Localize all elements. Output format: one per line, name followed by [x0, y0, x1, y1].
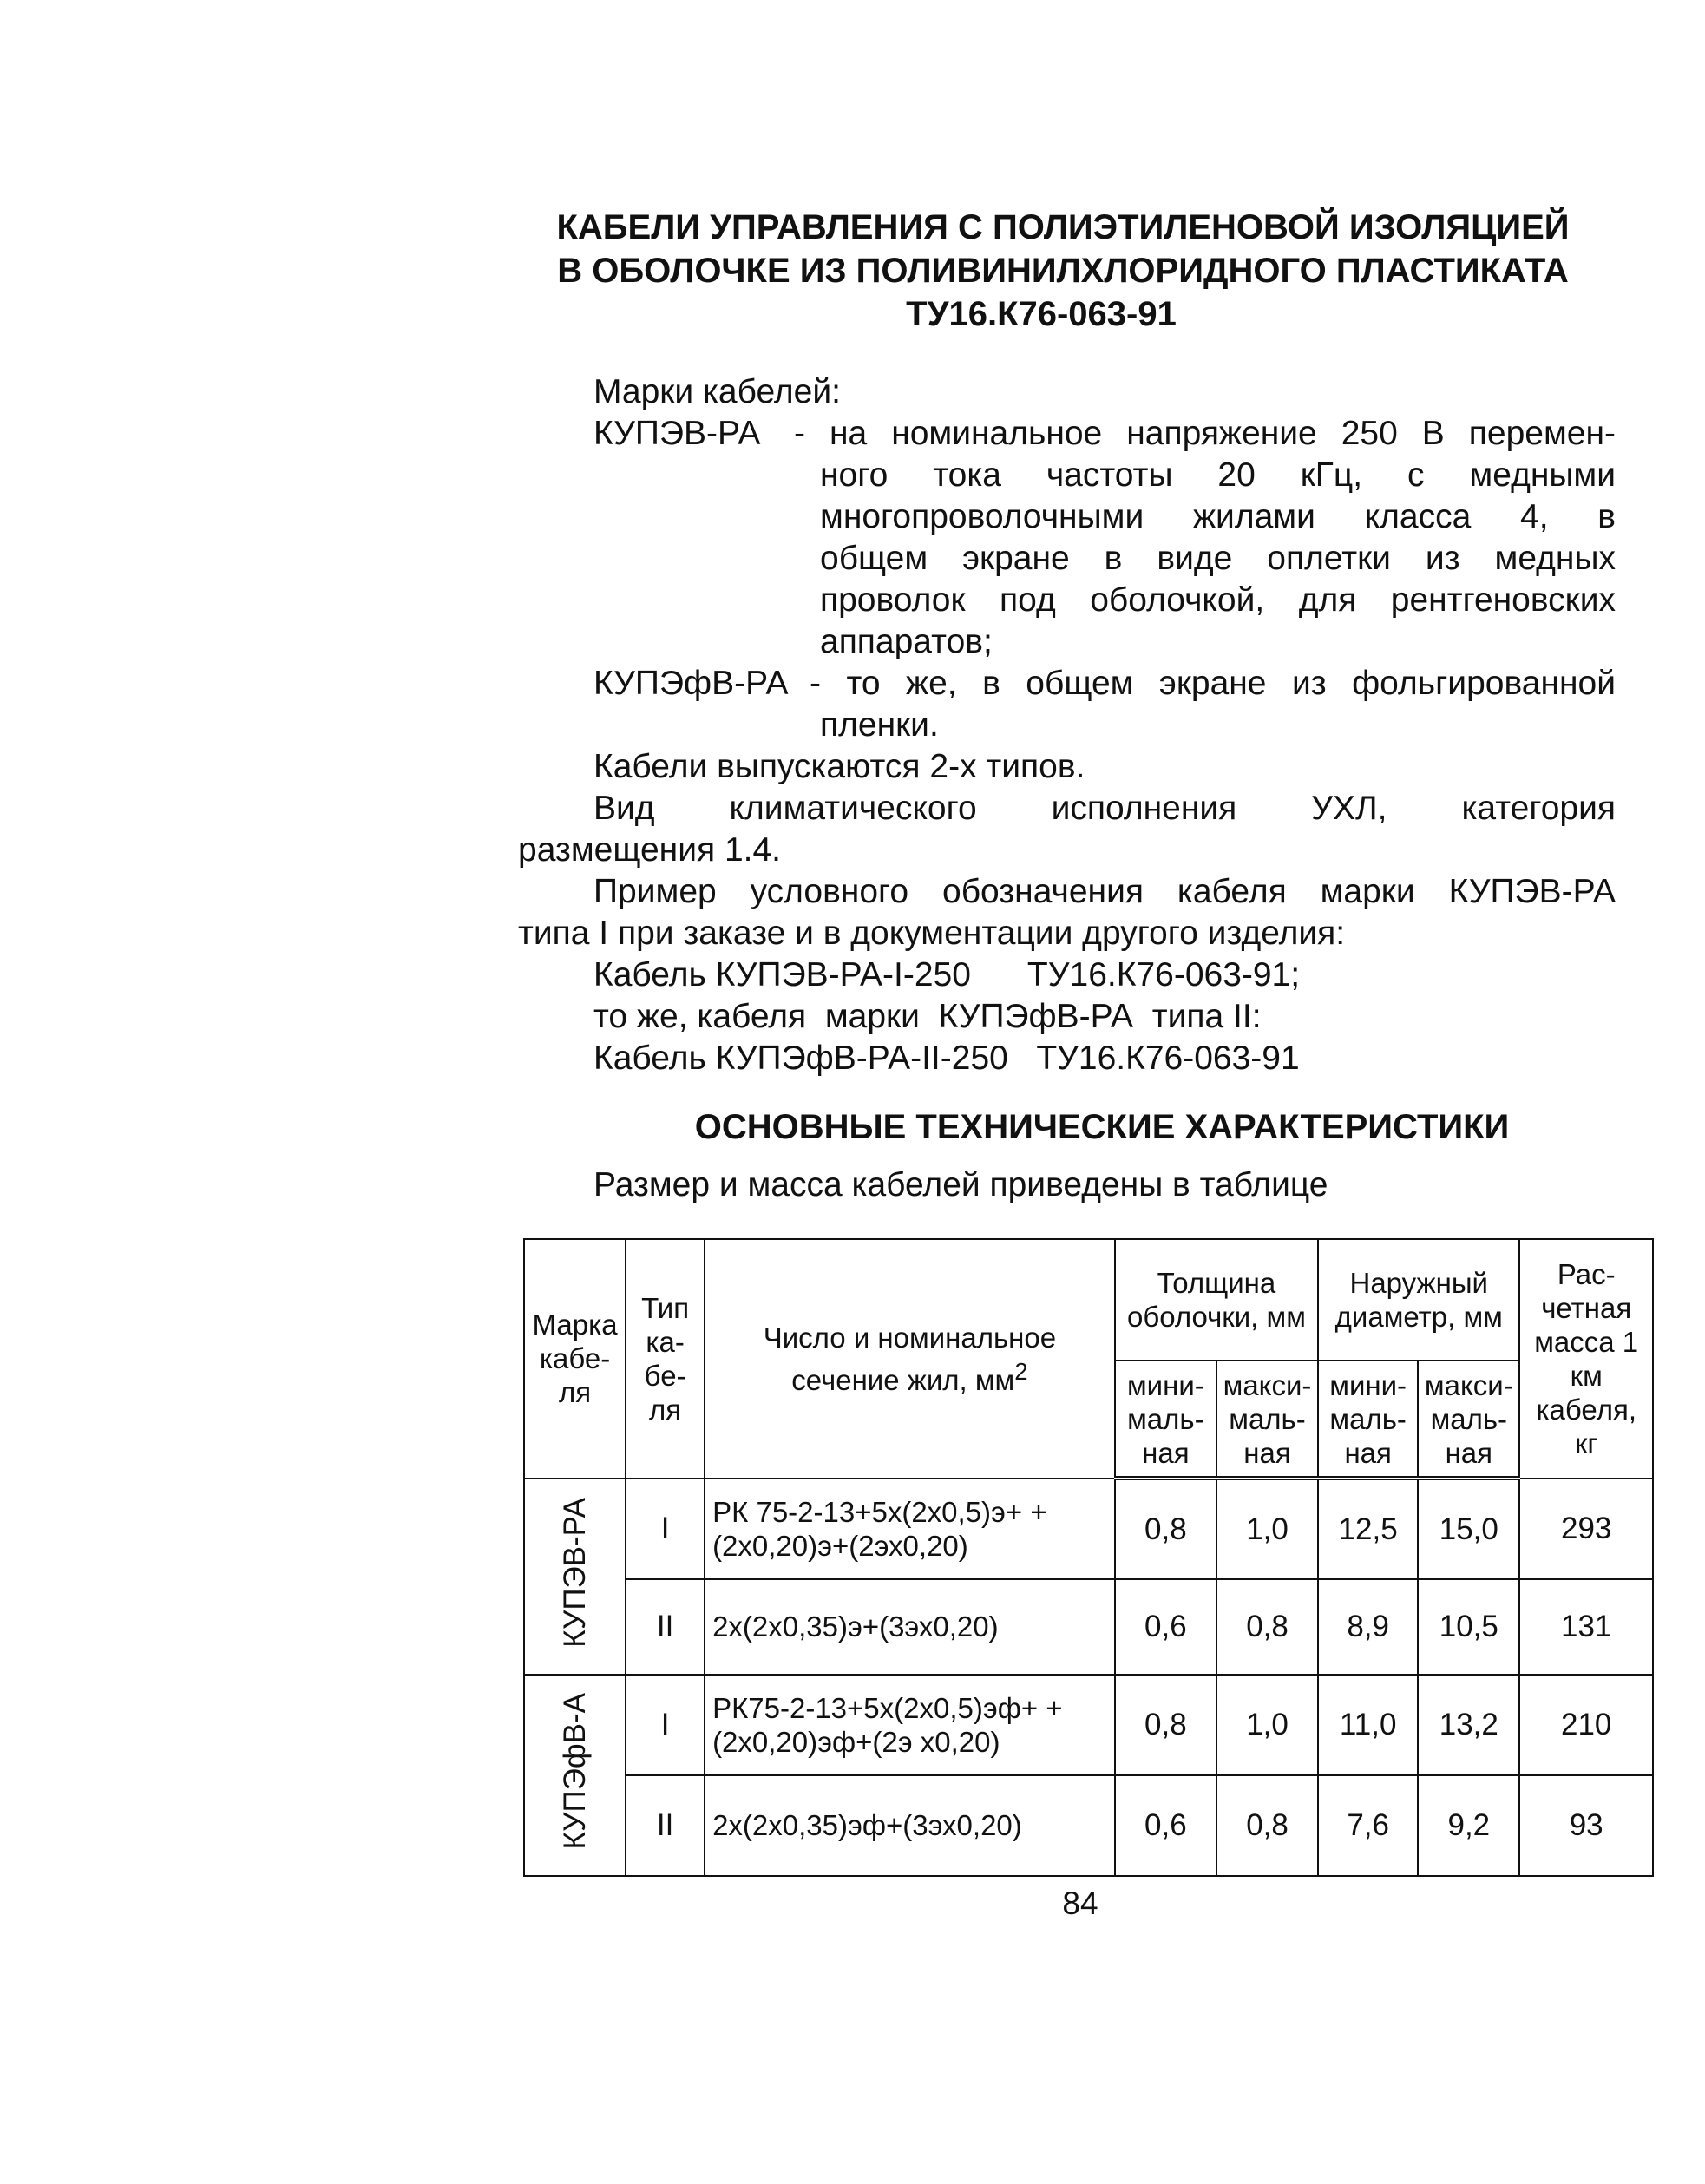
- cores-cell: 2х(2х0,35)э+(3эх0,20): [705, 1579, 1115, 1675]
- header-diameter-text: Наружный диаметр, мм: [1334, 1267, 1503, 1333]
- header-sheath-text: Толщина оболочки, мм: [1126, 1267, 1306, 1333]
- brand-desc-line: общем экране в виде оплетки из медных: [820, 540, 1616, 577]
- diameter-max-cell: 10,5: [1418, 1579, 1519, 1675]
- table-row: [524, 1579, 1653, 1675]
- header-cores-text: Число и номинальное сечение жил, мм: [763, 1321, 1057, 1396]
- designation-example-2-intro: то же, кабеля марки КУПЭфВ-РА типа II:: [593, 998, 1262, 1035]
- diameter-max-cell: 9,2: [1418, 1775, 1519, 1876]
- title-line-2: В ОБОЛОЧКЕ ИЗ ПОЛИВИНИЛХЛОРИДНОГО ПЛАСТИКАТА: [557, 252, 1569, 290]
- header-max-text: макси-маль-ная: [1424, 1368, 1513, 1469]
- paragraph-climate-cont: размещения 1.4.: [518, 831, 781, 869]
- designation-example-1: Кабель КУПЭВ-РА-I-250 ТУ16.К76-063-91;: [593, 956, 1301, 994]
- cable-specs-table: [523, 1238, 1654, 1877]
- diameter-min-cell: 12,5: [1318, 1479, 1418, 1579]
- mass-cell: 93: [1519, 1775, 1653, 1876]
- sheath-max-cell: 1,0: [1216, 1479, 1318, 1579]
- sheath-min-cell: 0,6: [1115, 1775, 1216, 1876]
- designation-example-2: Кабель КУПЭфВ-РА-II-250 ТУ16.К76-063-91: [593, 1040, 1300, 1077]
- header-mass: [1519, 1239, 1653, 1479]
- brand-desc-line: аппаратов;: [820, 623, 993, 660]
- page-number: 84: [1062, 1886, 1098, 1921]
- paragraph-types: Кабели выпускаются 2-х типов.: [593, 748, 1085, 785]
- brand-cell-text: КУПЭВ-РА: [558, 1498, 593, 1648]
- header-diameter-min: [1318, 1361, 1418, 1479]
- cores-cell: РК75-2-13+5х(2х0,5)эф+ +(2х0,20)эф+(2э х0,20): [705, 1675, 1115, 1775]
- diameter-min-cell: 11,0: [1318, 1675, 1418, 1775]
- brand-desc-line: ного тока частоты 20 кГц, с медными: [820, 456, 1616, 494]
- brands-heading: Марки кабелей:: [593, 373, 841, 410]
- header-min-text: мини-маль-ная: [1126, 1368, 1204, 1469]
- sheath-min-cell: 0,8: [1115, 1479, 1216, 1579]
- diameter-min-cell: 8,9: [1318, 1579, 1418, 1675]
- mass-cell: 210: [1519, 1675, 1653, 1775]
- table-intro: Размер и масса кабелей приведены в таблице: [593, 1166, 1328, 1203]
- header-brand: [524, 1239, 626, 1479]
- section-title: ОСНОВНЫЕ ТЕХНИЧЕСКИЕ ХАРАКТЕРИСТИКИ: [694, 1108, 1510, 1146]
- cores-cell: РК 75-2-13+5х(2х0,5)э+ +(2х0,20)э+(2эх0,20): [705, 1479, 1115, 1579]
- sheath-max-cell: 0,8: [1216, 1775, 1318, 1876]
- header-type: [626, 1239, 705, 1479]
- header-diameter: [1318, 1239, 1519, 1361]
- mass-cell: 131: [1519, 1579, 1653, 1675]
- brand-cell-text: КУПЭфВ-А: [558, 1693, 593, 1850]
- header-max-text: макси-маль-ная: [1223, 1368, 1312, 1469]
- cores-cell: 2х(2х0,35)эф+(3эх0,20): [705, 1775, 1115, 1876]
- brand-cell: [524, 1675, 626, 1876]
- paragraph-example: Пример условного обозначения кабеля марки КУПЭВ-РА: [593, 873, 1616, 910]
- header-sheath-min: [1115, 1361, 1216, 1479]
- brand-desc-line: - на номинальное напряжение 250 В перемен-: [794, 415, 1616, 452]
- paragraph-climate: Вид климатического исполнения УХЛ, категория: [593, 790, 1616, 827]
- header-mass-text: Рас-четная масса 1 км кабеля, кг: [1534, 1257, 1639, 1459]
- diameter-min-cell: 7,6: [1318, 1775, 1418, 1876]
- brand-code-kupev: КУПЭВ-РА: [593, 415, 761, 452]
- table-row: [524, 1479, 1653, 1579]
- header-diameter-max: [1418, 1361, 1519, 1479]
- title-standard: ТУ16.К76-063-91: [906, 295, 1177, 333]
- mass-cell: 293: [1519, 1479, 1653, 1579]
- header-type-text: Тип ка-бе-ля: [641, 1291, 690, 1426]
- header-sheath: [1115, 1239, 1318, 1361]
- table-row: [524, 1675, 1653, 1775]
- header-min-text: мини-маль-ная: [1329, 1368, 1407, 1469]
- table-row: [524, 1775, 1653, 1876]
- type-cell: II: [626, 1775, 705, 1876]
- type-cell: II: [626, 1579, 705, 1675]
- type-cell: I: [626, 1479, 705, 1579]
- brand-code-kupefv: КУПЭфВ-РА: [593, 665, 789, 702]
- title-line-1: КАБЕЛИ УПРАВЛЕНИЯ С ПОЛИЭТИЛЕНОВОЙ ИЗОЛЯЦИЕЙ: [556, 208, 1570, 246]
- sheath-max-cell: 0,8: [1216, 1579, 1318, 1675]
- diameter-max-cell: 13,2: [1418, 1675, 1519, 1775]
- brand-desc-line: многопроволочными жилами класса 4, в: [820, 498, 1616, 535]
- paragraph-example-cont: типа I при заказе и в документации другого изделия:: [518, 915, 1346, 952]
- sheath-min-cell: 0,6: [1115, 1579, 1216, 1675]
- brand-desc-line: - то же, в общем экране из фольгированной: [810, 665, 1616, 702]
- brand-cell: [524, 1479, 626, 1675]
- header-sheath-max: [1216, 1361, 1318, 1479]
- sheath-min-cell: 0,8: [1115, 1675, 1216, 1775]
- brand-desc-line: проволок под оболочкой, для рентгеновских: [820, 581, 1616, 619]
- brand-desc-line: пленки.: [820, 706, 939, 744]
- sheath-max-cell: 1,0: [1216, 1675, 1318, 1775]
- header-cores: [705, 1239, 1115, 1479]
- diameter-max-cell: 15,0: [1418, 1479, 1519, 1579]
- type-cell: I: [626, 1675, 705, 1775]
- header-cores-superscript: 2: [1014, 1357, 1028, 1385]
- header-brand-text: Марка кабе-ля: [532, 1308, 618, 1409]
